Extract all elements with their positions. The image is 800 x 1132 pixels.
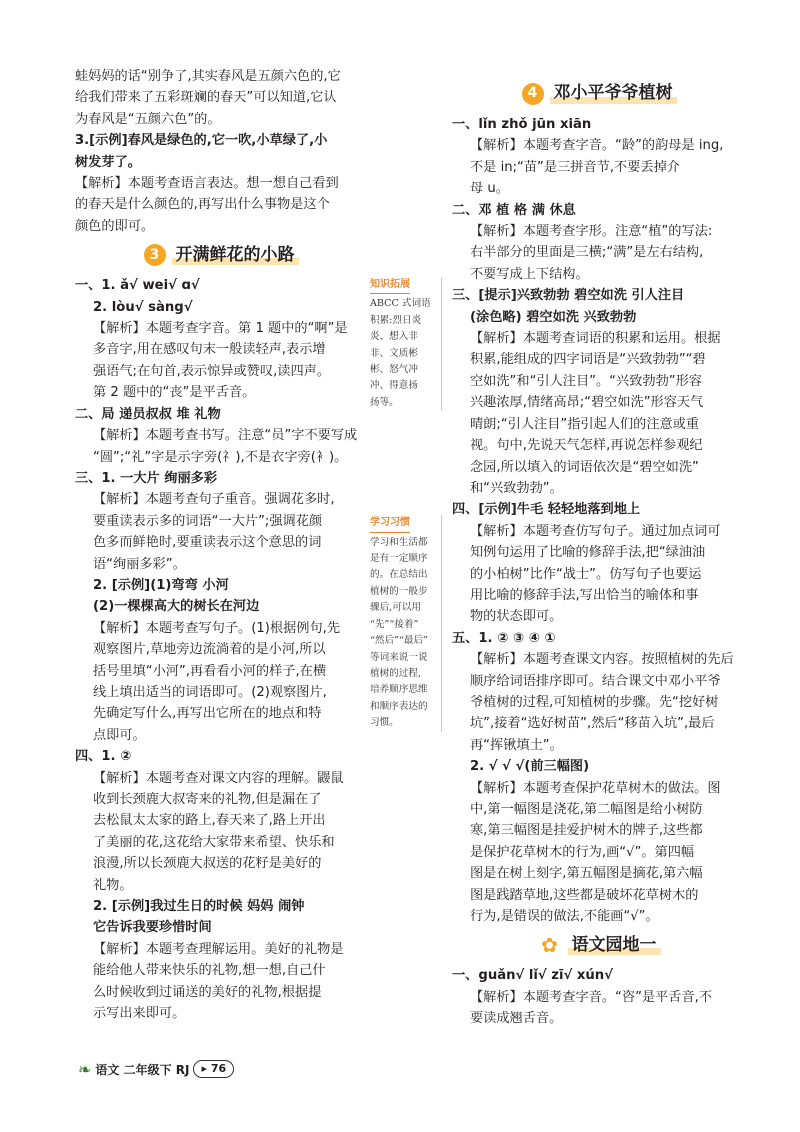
text-line: 【解析】本题考查字音。“咨”是平舌音,不 — [470, 989, 713, 1005]
flower-icon: ✿ — [541, 932, 558, 957]
text-line: 用比喻的修辞手法,写出恰当的喻体和事 — [470, 587, 699, 603]
text-line: 空如洗”和“引人注目”。“兴致勃勃”形容 — [470, 373, 702, 389]
text-line: 要读成翘舌音。 — [470, 1011, 563, 1027]
page-footer — [78, 1058, 234, 1080]
text-line: 念园,所以填入的词语依次是“碧空如洗” — [470, 459, 699, 475]
text-line: 点即可。 — [93, 727, 146, 743]
text-line: 【解析】本题考查字形。注意“植”的写法: — [470, 224, 713, 240]
text-line: 右半部分的里面是三横;“满”是左右结构, — [470, 245, 704, 261]
text-line: 第 2 题中的“丧”是平舌音。 — [93, 385, 256, 401]
text-line: 一、1. ǎ√ wei√ ɑ√ — [75, 278, 200, 294]
text-line: 知例句运用了比喻的修辞手法,把“绿油油 — [470, 545, 706, 561]
text-line: 行为,是错误的做法,不能画“√”。 — [470, 909, 659, 925]
text-line: 浪漫,所以长颈鹿大叔送的花籽是美好的 — [93, 856, 322, 872]
text-line: 颜色的即可。 — [75, 218, 155, 234]
text-line: 多音字,用在感叹句末一般读轻声,表示增 — [93, 342, 326, 358]
side-note-line: 培养顺序思维 — [370, 684, 428, 696]
section-heading — [452, 80, 746, 108]
section-heading — [452, 931, 746, 959]
side-note-line: 扬等。 — [370, 396, 399, 408]
text-line: “圆”;“礼”字是示字旁(礻),不是衣字旁(衤)。 — [93, 449, 348, 465]
footer-subject: 语文 二年级下 RJ — [95, 1062, 190, 1077]
text-line: (2)一棵棵高大的树长在河边 — [93, 599, 260, 615]
text-line: 强语气;在句首,表示惊异或赞叹,读四声。 — [93, 363, 331, 379]
section-heading — [75, 241, 367, 269]
text-line: 母 u。 — [470, 181, 509, 197]
text-line: 四、1. ② — [75, 749, 132, 765]
side-note-head: 学习习惯 — [370, 515, 410, 532]
text-line: 是保护花草树木的行为,画“√”。第四幅 — [470, 844, 695, 860]
side-notes — [370, 277, 442, 732]
text-line: 语“绚丽多彩”。 — [93, 556, 186, 572]
text-line: 【解析】本题考查理解运用。美好的礼物是 — [93, 941, 344, 957]
section-title: 语文园地一 — [568, 935, 661, 956]
text-line: 3.[示例]春风是绿色的,它一吹,小草绿了,小 — [75, 133, 328, 149]
text-line: 2. [示例](1)弯弯 小河 — [93, 577, 229, 593]
text-line: 【解析】本题考查句子重音。强调花多时, — [93, 492, 335, 508]
side-note-line: 的。在总结出 — [370, 569, 428, 581]
side-note — [370, 515, 442, 731]
side-note-line: 冲、得意扬 — [370, 380, 418, 392]
text-line: 视。句中,先说天气怎样,再说怎样参观纪 — [470, 438, 703, 454]
text-line: 一、lǐn zhǒ jūn xiān — [452, 117, 592, 132]
page-number-value: 76 — [210, 1062, 227, 1075]
side-note-line: 是有一定顺序 — [370, 553, 428, 565]
section-title: 邓小平爷爷植树 — [550, 83, 677, 104]
text-line: 二、邓 植 格 满 休息 — [452, 202, 576, 218]
text-line: 兴趣浓厚,情绪高昂;“碧空如洗”形容天气 — [470, 395, 704, 411]
left-column — [75, 66, 367, 1024]
side-note-line: 骤后,可以用 — [370, 602, 422, 614]
text-line: 三、1. 一大片 绚丽多彩 — [75, 470, 218, 486]
side-note-head: 知识拓展 — [370, 277, 410, 294]
text-line: 图是践踏草地,这些都是破坏花草树木的 — [470, 887, 699, 903]
section-number: 3 — [144, 244, 166, 266]
text-line: 【解析】本题考查词语的积累和运用。根据 — [470, 331, 721, 347]
side-note-line: 炎、想入非 — [370, 331, 418, 343]
side-note-line: 学习和生活都 — [370, 536, 428, 548]
side-note-line: 植树的一般步 — [370, 585, 428, 597]
text-line: 再“挥锹填土”。 — [470, 737, 563, 753]
text-line: 色多而鲜艳时,要重读表示这个意思的词 — [93, 535, 322, 551]
side-note-line: 积累:烈日炎 — [370, 314, 422, 326]
text-line: 要重读表示多的词语“一大片”;强调花颜 — [93, 513, 323, 529]
text-line: 三、[提示]兴致勃勃 碧空如洗 引人注目 — [452, 288, 685, 304]
leaf-icon: ❧ — [78, 1059, 92, 1079]
text-line: 【解析】本题考查字音。第 1 题中的“啊”是 — [93, 321, 348, 337]
text-line: 图是在树上刻字,第五幅图是摘花,第六幅 — [470, 866, 703, 882]
side-note-line: 非、文质彬 — [370, 347, 418, 359]
text-line: 线上填出适当的词语即可。(2)观察图片, — [93, 684, 327, 700]
text-line: 中,第一幅图是浇花,第二幅图是给小树防 — [470, 802, 703, 817]
side-note-line: 彬、怒气冲 — [370, 364, 418, 376]
text-line: 积累,能组成的四字词语是“兴致勃勃”“碧 — [470, 352, 706, 368]
side-note-line: 植树的过程, — [370, 667, 422, 679]
text-line: 括号里填“小河”,再看看小河的样子,在横 — [93, 663, 327, 679]
text-line: 为春风是“五颜六色”的。 — [75, 111, 221, 127]
text-line: 收到长颈鹿大叔寄来的礼物,但是漏在了 — [93, 792, 322, 807]
text-line: 不是 in;“苗”是三拼音节,不要丢掉介 — [470, 159, 680, 175]
side-note-line: ABCC 式词语 — [370, 298, 431, 310]
text-line: 坑”,接着“选好树苗”,然后“移苗入坑”,最后 — [470, 716, 715, 732]
text-line: 寒,第三幅图是挂爱护树木的牌子,这些都 — [470, 823, 703, 839]
text-line: 了美丽的花,这花给大家带来希望、快乐和 — [93, 834, 335, 850]
text-line: 晴朗;“引人注目”指引起人们的注意或重 — [470, 416, 700, 432]
text-line: 【解析】本题考查字音。“龄”的韵母是 ing, — [470, 138, 724, 154]
text-line: 树发芽了。 — [75, 154, 141, 170]
text-line: 【解析】本题考查仿写句子。通过加点词可 — [470, 523, 721, 539]
page-number: ▸ 76 — [193, 1060, 234, 1078]
right-column — [452, 76, 746, 1030]
text-line: 示写出来即可。 — [93, 1006, 186, 1022]
text-line: 么时候收到过诵送的美好的礼物,根据提 — [93, 984, 322, 1000]
text-line: 【解析】本题考查保护花草树木的做法。图 — [470, 780, 721, 796]
side-note-line: “然后”“最后” — [370, 635, 428, 647]
side-note-line: “先”“接着” — [370, 618, 419, 630]
text-line: 给我们带来了五彩斑斓的春天”可以知道,它认 — [75, 90, 337, 106]
text-line: 的小柏树”比作“战士”。仿写句子也要运 — [470, 566, 702, 582]
text-line: 它告诉我要珍惜时间 — [93, 920, 212, 936]
text-line: 【解析】本题考查语言表达。想一想自己看到 — [75, 176, 339, 192]
text-line: 顺序给词语排序即可。结合课文中邓小平爷 — [470, 673, 721, 689]
text-line: 2. [示例]我过生日的时候 妈妈 闹钟 — [93, 899, 305, 915]
text-line: 能给他人带来快乐的礼物,想一想,自己什 — [93, 963, 326, 979]
text-line: 爷植树的过程,可知植树的步骤。先“挖好树 — [470, 694, 719, 710]
section-number: 4 — [522, 83, 544, 105]
text-line: 四、[示例]牛毛 轻轻地落到地上 — [452, 502, 641, 518]
text-line: 【解析】本题考查课文内容。按照植树的先后 — [470, 652, 734, 668]
section-title: 开满鲜花的小路 — [172, 245, 299, 266]
side-note-line: 和顺序表达的 — [370, 700, 428, 712]
text-line: 2. lòu√ sàng√ — [93, 299, 193, 315]
text-line: 的春天是什么颜色的,再写出什么事物是这个 — [75, 197, 330, 213]
text-line: 不要写成上下结构。 — [470, 266, 589, 282]
text-line: 先确定写什么,再写出它所在的地点和特 — [93, 706, 322, 722]
text-line: 五、1. ② ③ ④ ① — [452, 630, 556, 646]
text-line: 【解析】本题考查写句子。(1)根据例句,先 — [93, 620, 341, 636]
text-line: 去松鼠太太家的路上,春天来了,路上开出 — [93, 813, 326, 829]
text-line: 二、局 递员叔叔 堆 礼物 — [75, 406, 221, 422]
side-note-line: 习惯。 — [370, 717, 399, 729]
text-line: 和“兴致勃勃”。 — [470, 480, 563, 496]
text-line: 观察图片,草地旁边流淌着的是小河,所以 — [93, 642, 326, 658]
text-line: 物的状态即可。 — [470, 609, 563, 625]
text-line: 【解析】本题考查书写。注意“员”字不要写成 — [93, 428, 358, 444]
side-note-line: 等词来说一说 — [370, 651, 428, 663]
text-line: 2. √ √ √(前三幅图) — [470, 759, 590, 775]
text-line: 蛙妈妈的话“别争了,其实春风是五颜六色的,它 — [75, 69, 341, 84]
text-line: 礼物。 — [93, 877, 133, 893]
text-line: 一、guǎn√ lǐ√ zī√ xún√ — [452, 968, 613, 984]
text-line: (涂色略) 碧空如洗 兴致勃勃 — [470, 309, 637, 325]
text-line: 【解析】本题考查对课文内容的理解。鼹鼠 — [93, 770, 344, 786]
side-note — [370, 277, 442, 411]
